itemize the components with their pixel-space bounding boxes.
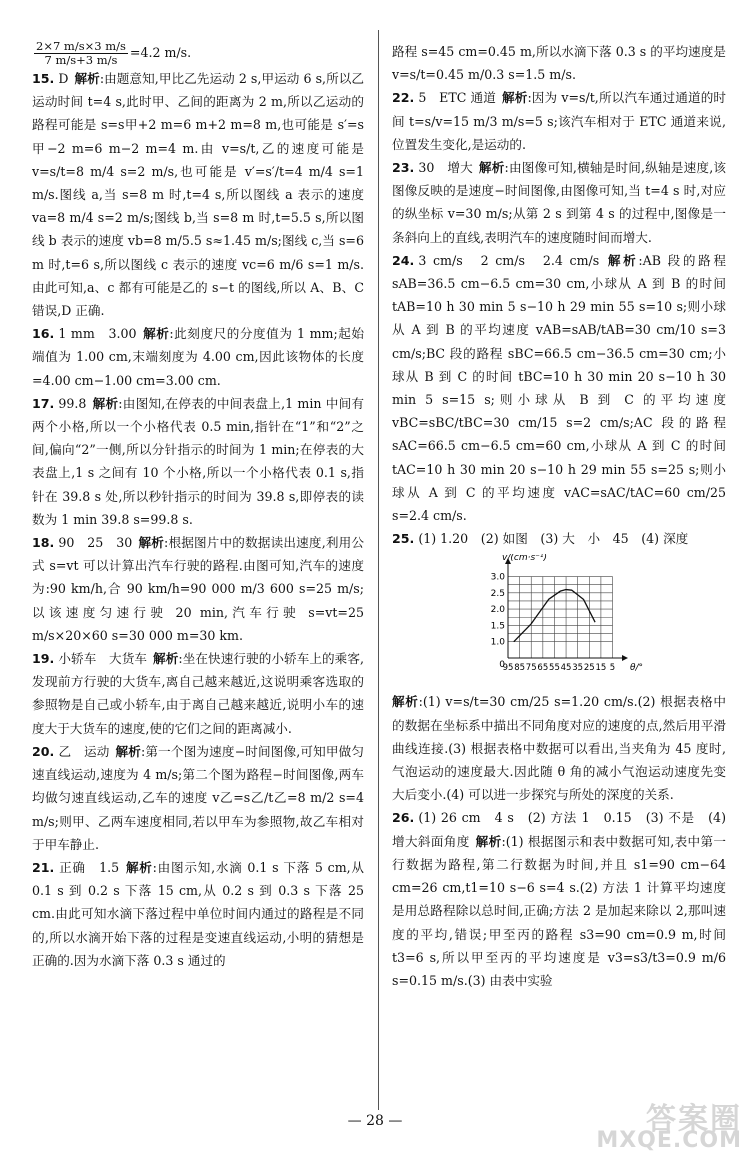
answer-item <box>392 156 726 249</box>
explanation-text: 路程 s=45 cm=0.45 m,所以水滴下落 0.3 s 的平均速度是 v=s/t=0.45 m/0.3 s=1.5 m/s. <box>392 44 726 83</box>
page-number: — 28 — <box>347 1113 403 1129</box>
analysis-label: 解析 <box>475 833 502 849</box>
carryover-formula: $\frac{2\times 7 m/s\times 3 m/s}{7 m/s+3 m/s}$ =4.2 m/s. <box>36 39 192 67</box>
x-tick-label: 5 <box>609 663 616 674</box>
x-tick-label: 65 <box>537 663 549 674</box>
question-number: 25. <box>392 531 415 547</box>
question-number: 21. <box>32 859 55 875</box>
left-answer-list <box>32 67 364 972</box>
question-number: 15. <box>32 71 55 86</box>
x-tick-label: 45 <box>560 663 572 674</box>
answer-item <box>392 527 726 550</box>
answer-item <box>392 249 726 527</box>
answer-item <box>32 647 364 740</box>
origin-label: 0 <box>499 660 505 671</box>
fraction: $\frac{2\times 7 m/s\times 3 m/s}{7 m/s+3 m/s}$ <box>36 39 126 67</box>
question-number: 18. <box>32 535 55 551</box>
analysis-label: 解析 <box>138 535 165 551</box>
explanation-text: :此刻度尺的分度值为 1 mm;起始端值为 1.00 cm,末端刻度为 4.00 cm,因此该物体的长度=4.00 cm−1.00 cm=3.00 cm. <box>32 326 365 388</box>
answer-item <box>392 806 726 992</box>
y-axis-title: v/(cm·s⁻¹) <box>502 554 548 564</box>
answer-value: 30 增大 <box>418 160 473 176</box>
answer-value: 正确 1.5 <box>58 859 120 875</box>
chart-svg <box>484 554 654 686</box>
column-divider <box>378 30 379 1110</box>
answer-item <box>392 690 726 806</box>
analysis-label: 解析 <box>92 395 119 411</box>
x-tick-label: 95 <box>502 663 514 674</box>
analysis-label: 解析 <box>115 743 141 759</box>
explanation-text: :由题意知,甲比乙先运动 2 s,甲运动 6 s,所以乙运动时间 t=4 s,此时甲、乙间的距离为 2 m,所以乙运动的路程可能是 s=s甲+2 m=6 m+2 m=8 m,也可能是 s′=s甲−2 m=6 m−2 m=4 m.由 v=s/t,乙的速度可能是 v=s/t=8 m/4 s=2 m/s,也可能是 v′=s′/t=4 m/4 s=1 m/s.图线 a,当 s=8 m 时,t=4 s,所以图线 a 表示的速度 va=8 m/4 s=2 m/s;图线 b,当 s=8 m 时,t=5.5 s,所以图线 b 表示的速度 vb=8 m/5.5 s≈1.45 m/s;图线 c,当 s=6 m 时,t=6 s,所以图线 c 表示的速度 vc=6 m/6 s=1 m/s.由此可知,a、c 都有可能是乙的 s−t 的图线,所以 A、B、C 错误,D 正确. <box>32 71 365 319</box>
analysis-label: 解析 <box>153 651 179 667</box>
analysis-label: 解析 <box>125 859 153 875</box>
explanation-text: :由图知,在停表的中间表盘上,1 min 中间有两个小格,所以一个小格代表 0.5 min,指针在“1”和“2”之间,偏向“2”一侧,所以分针指示的时间为 1 min;在停表的大表盘上,1 s 之间有 10 个小格,所以一个小格代表 0.1 s,指针在 39.8 s 处,所以秒针指示的时间为 39.8 s,即停表的读数为 1 min 39.8 s=99.8 s. <box>32 395 364 527</box>
velocity-angle-chart <box>484 554 726 686</box>
y-tick-label: 1.5 <box>490 621 505 632</box>
analysis-label: 解析 <box>142 326 170 342</box>
right-answer-list <box>392 40 726 992</box>
answer-item <box>32 531 364 647</box>
answer-value: D <box>58 71 69 86</box>
question-number: 26. <box>392 810 415 826</box>
explanation-text: :AB 段的路程 sAB=36.5 cm−6.5 cm=30 cm,小球从 A 到 B 的时间 tAB=10 h 30 min 5 s−10 h 29 min 55 s=10 s;则小球从 A 到 B 的平均速度 vAB=sAB/tAB=30 cm/10 s=3 cm/s;BC 段的路程 sBC=66.5 cm−36.5 cm=30 cm;小球从 B 到 C 的时间 tBC=10 h 30 min 20 s−10 h 30 min 5 s=15 s;则小球从 B 到 C 的平均速度 vBC=sBC/tBC=30 cm/15 s=2 cm/s;AC 段的路程 sAC=66.5 cm−6.5 cm=60 cm,小球从 A 到 C 的时间 tAC=10 h 30 min 20 s−10 h 29 min 55 s=25 s;则小球从 A 到 C 的平均速度 vAC=sAC/tAC=60 cm/25 s=2.4 cm/s. <box>392 252 726 524</box>
answer-value: 99.8 <box>58 395 87 411</box>
x-axis-title: θ/° <box>630 663 644 674</box>
answer-item <box>32 392 364 531</box>
explanation-text: :(1) 根据图示和表中数据可知,表中第一行数据为路程,第二行数据为时间,并且 s1=90 cm−64 cm=26 cm,t1=10 s−6 s=4 s.(2) 方法 1 计算平均速度是用总路程除以总时间,正确;方法 2 是加起来除以 2,那叫速度的平均,错误;甲至丙的路程 s3=90 cm=0.9 m,时间 t3=6 s,所以甲至丙的平均速度是 v3=s3/t3=0.9 m/6 s=0.15 m/s.(3) 由表中实验 <box>392 833 726 988</box>
left-column <box>32 40 364 972</box>
question-number: 17. <box>32 395 55 411</box>
analysis-label: 解析 <box>392 694 419 710</box>
explanation-text: :根据图片中的数据读出速度,利用公式 s=vt 可以计算出汽车行驶的路程.由图可知,汽车的速度为:90 km/h,合 90 km/h=90 000 m/3 600 s=25 m/s;以该速度匀速行驶 20 min,汽车行驶 s=vt=25 m/s×20×60 s=30 000 m=30 km. <box>32 535 365 643</box>
y-tick-label: 1.0 <box>490 638 505 649</box>
analysis-label: 解析 <box>501 90 528 106</box>
answer-item <box>32 740 364 856</box>
answer-value: (1) 1.20 (2) 如图 (3) 大 小 45 (4) 深度 <box>418 531 689 547</box>
explanation-text: :由图示知,水滴 0.1 s 下落 5 cm,从 0.1 s 到 0.2 s 下落 15 cm,从 0.2 s 到 0.3 s 下落 25 cm.由此可知水滴下落过程中单位时间内通过的路程是不同的,所以水滴开始下落的过程是变速直线运动,小明的猜想是正确的.因为水滴下落 0.3 s 通过的 <box>32 859 365 968</box>
answer-value: 3 cm/s 2 cm/s 2.4 cm/s <box>418 252 600 268</box>
explanation-text: :因为 v=s/t,所以汽车通过通道的时间 t=s/v=15 m/3 m/s=5 s;该汽车相对于 ETC 通道来说,位置发生变化,是运动的. <box>392 90 727 152</box>
watermark: 答案圈 MXQE.COM <box>596 1102 742 1153</box>
answer-item <box>32 322 364 392</box>
analysis-label: 解析 <box>605 252 639 268</box>
answer-value: 90 25 30 <box>58 535 133 551</box>
y-tick-label: 2.0 <box>490 605 505 616</box>
answer-value: 5 ETC 通道 <box>418 90 496 106</box>
question-number: 20. <box>32 743 55 759</box>
answer-item <box>32 67 364 322</box>
answer-item <box>392 86 726 156</box>
analysis-label: 解析 <box>74 71 100 86</box>
question-number: 22. <box>392 90 415 106</box>
question-number: 24. <box>392 252 415 268</box>
x-tick-label: 35 <box>572 663 584 674</box>
explanation-text: :(1) v=s/t=30 cm/25 s=1.20 cm/s.(2) 根据表格中的数据在坐标系中描出不同角度对应的速度的点,然后用平滑曲线连接.(3) 根据表格中数据可以看出,当夹角为 45 度时,气泡运动的速度最大.因此随 θ 角的减小气泡运动速度先变大后变小.(4) 可以进一步探究与所处的深度的关系. <box>392 694 726 803</box>
answer-value: 小轿车 大货车 <box>58 651 148 667</box>
analysis-label: 解析 <box>478 160 505 176</box>
answer-value: (1) 26 cm 4 s (2) 方法 1 0.15 (3) 不是 (4) 增大斜面角度 <box>392 810 726 849</box>
y-tick-label: 3.0 <box>490 572 505 583</box>
answer-item <box>32 856 364 972</box>
y-tick-label: 2.5 <box>490 589 505 600</box>
x-tick-label: 55 <box>549 663 560 674</box>
answer-item <box>392 40 726 86</box>
x-tick-label: 75 <box>525 663 537 674</box>
answer-value: 1 mm 3.00 <box>58 326 137 342</box>
x-axis-arrow <box>622 655 628 661</box>
explanation-text: :第一个图为速度−时间图像,可知甲做匀速直线运动,速度为 4 m/s;第二个图为路程−时间图像,两车均做匀速直线运动,乙车的速度 v乙=s乙/t乙=8 m/2 s=4 m/s;则甲、乙两车速度相同,若以甲车为参照物,故乙车相对于甲车静止. <box>32 743 364 852</box>
question-number: 19. <box>32 651 55 667</box>
explanation-text: :由图像可知,横轴是时间,纵轴是速度,该图像反映的是速度−时间图像,由图像可知,当 t=4 s 时,对应的纵坐标 v=30 m/s;从第 2 s 到第 4 s 的过程中,图像是一条斜向上的直线,表明汽车的速度随时间而增大. <box>392 160 727 245</box>
right-column <box>392 40 726 992</box>
explanation-text: :坐在快速行驶的小轿车上的乘客,发现前方行驶的大货车,离自己越来越近,这说明乘客选取的参照物是自己或小轿车,由于离自己越来越近,说明小车的速度大于大货车的速度,使的它们之间的距离减小. <box>32 651 365 736</box>
x-tick-label: 15 <box>595 663 607 674</box>
answer-value: 乙 运动 <box>58 743 110 759</box>
question-number: 23. <box>392 160 415 176</box>
question-number: 16. <box>32 326 55 342</box>
x-tick-label: 25 <box>583 663 595 674</box>
x-tick-label: 85 <box>514 663 526 674</box>
